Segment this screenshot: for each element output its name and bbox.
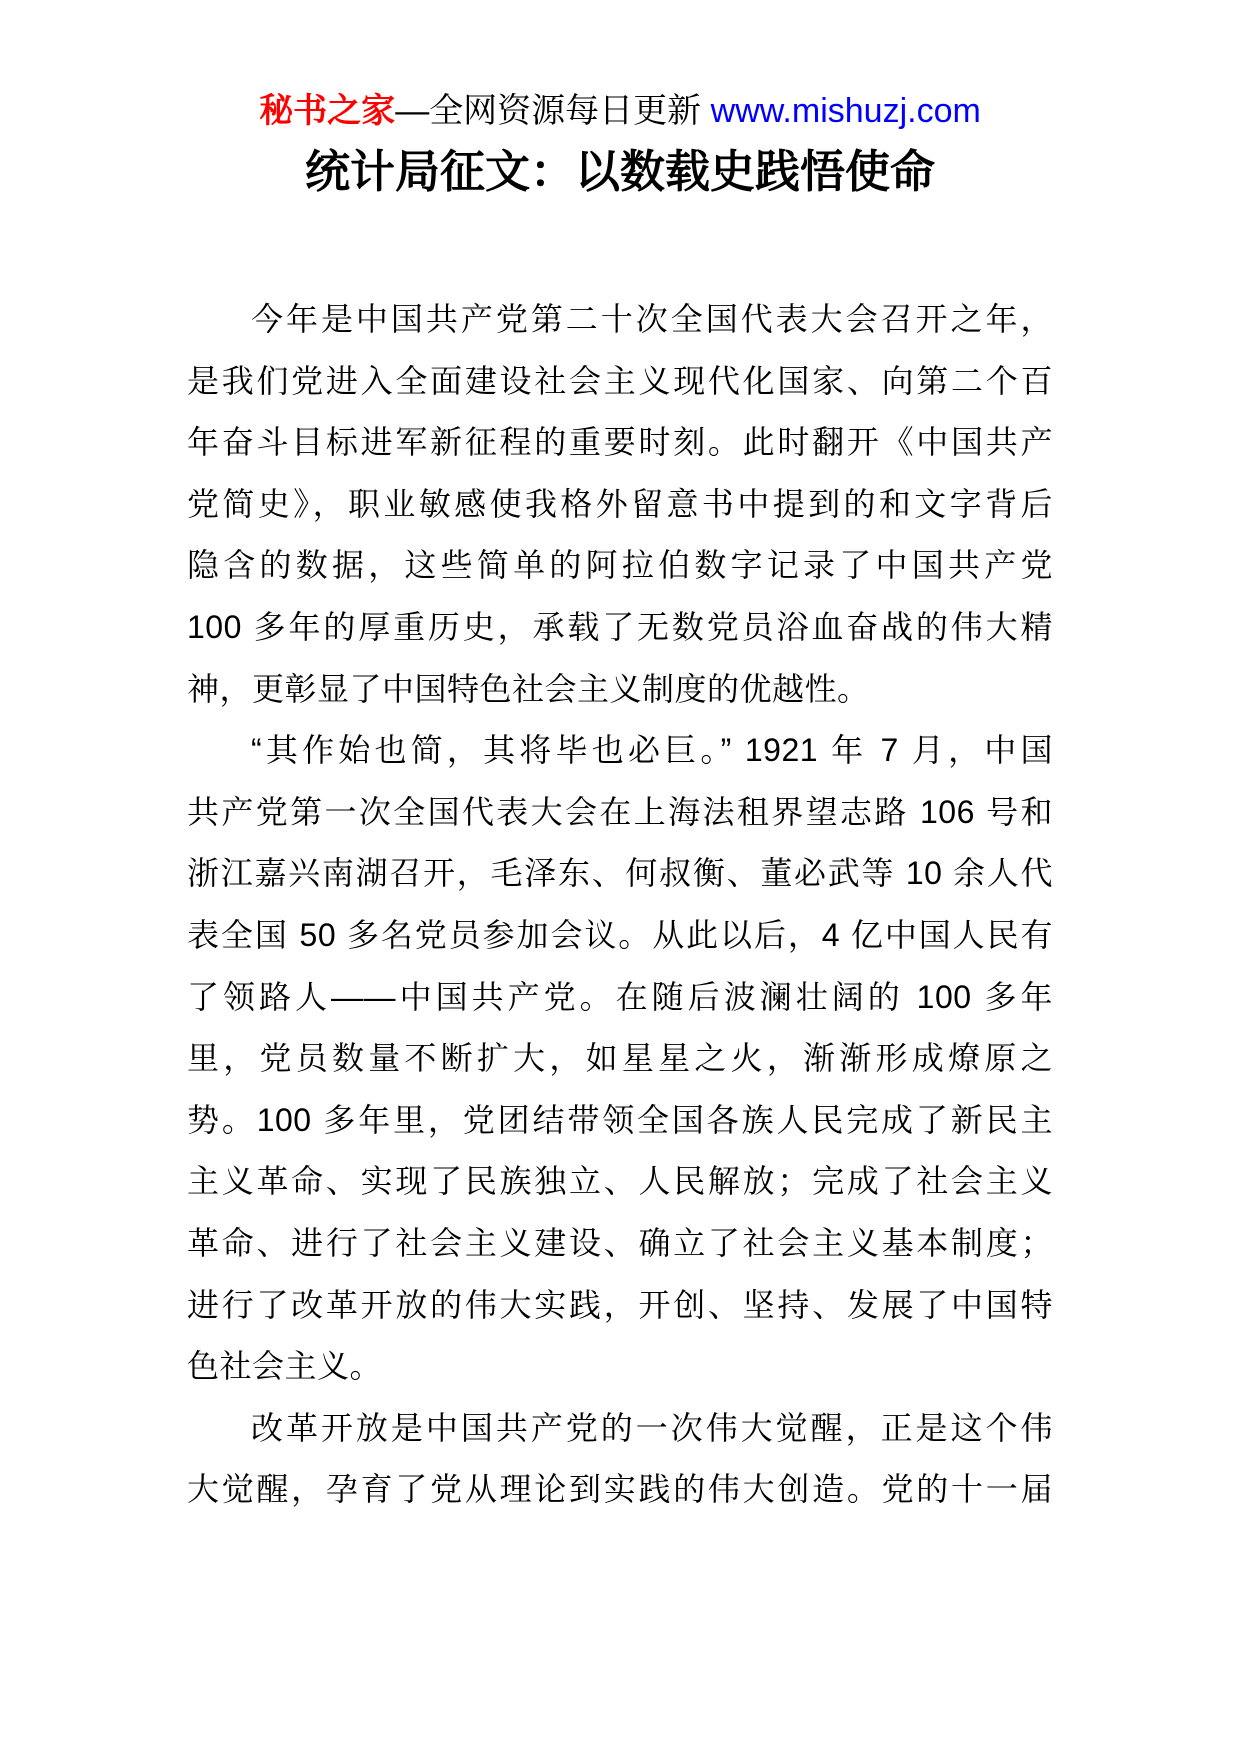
document-title: 统计局征文：以数载史践悟使命 <box>304 146 935 197</box>
document-body <box>187 289 1053 1521</box>
body-line: 进行了改革开放的伟大实践，开创、坚持、发展了中国特 <box>187 1286 1053 1323</box>
body-line: 大觉醒，孕育了党从理论到实践的伟大创造。党的十一届 <box>187 1471 1053 1508</box>
site-tagline: —全网资源每日更新 <box>395 92 711 130</box>
body-line: 浙江嘉兴南湖召开，毛泽东、何叔衡、董必武等 10 余人代 <box>187 855 1053 892</box>
body-line: 主义革命、实现了民族独立、人民解放；完成了社会主义 <box>187 1163 1053 1200</box>
body-line: 色社会主义。 <box>187 1348 383 1385</box>
site-url-link[interactable]: www.mishuzj.com <box>710 92 981 130</box>
body-line: 革命、进行了社会主义建设、确立了社会主义基本制度； <box>187 1224 1053 1261</box>
site-header <box>0 88 1240 134</box>
body-line: 100 多年的厚重历史，承载了无数党员浴血奋战的伟大精 <box>187 608 1053 645</box>
body-line: 今年是中国共产党第二十次全国代表大会召开之年， <box>251 301 1053 337</box>
body-line: 改革开放是中国共产党的一次伟大觉醒，正是这个伟 <box>251 1409 1053 1446</box>
body-line: 是我们党进入全面建设社会主义现代化国家、向第二个百 <box>187 362 1053 399</box>
body-line: 里，党员数量不断扩大，如星星之火，渐渐形成燎原之 <box>187 1040 1053 1077</box>
body-line: 表全国 50 多名党员参加会议。从此以后，4 亿中国人民有 <box>187 916 1053 953</box>
body-line: 年奋斗目标进军新征程的重要时刻。此时翻开《中国共产 <box>187 424 1053 461</box>
body-line: 神，更彰显了中国特色社会主义制度的优越性。 <box>187 670 870 707</box>
body-line: 党简史》，职业敏感使我格外留意书中提到的和文字背后 <box>187 485 1053 522</box>
body-line: 势。100 多年里，党团结带领全国各族人民完成了新民主 <box>187 1101 1053 1138</box>
body-line: 共产党第一次全国代表大会在上海法租界望志路 106 号和 <box>187 793 1053 830</box>
site-brand: 秘书之家 <box>259 92 396 130</box>
body-line: 了领路人——中国共产党。在随后波澜壮阔的 100 多年 <box>187 978 1053 1015</box>
body-line: “其作始也简，其将毕也必巨。” 1921 年 7 月，中国 <box>251 732 1053 769</box>
body-line: 隐含的数据，这些简单的阿拉伯数字记录了中国共产党 <box>187 547 1053 584</box>
